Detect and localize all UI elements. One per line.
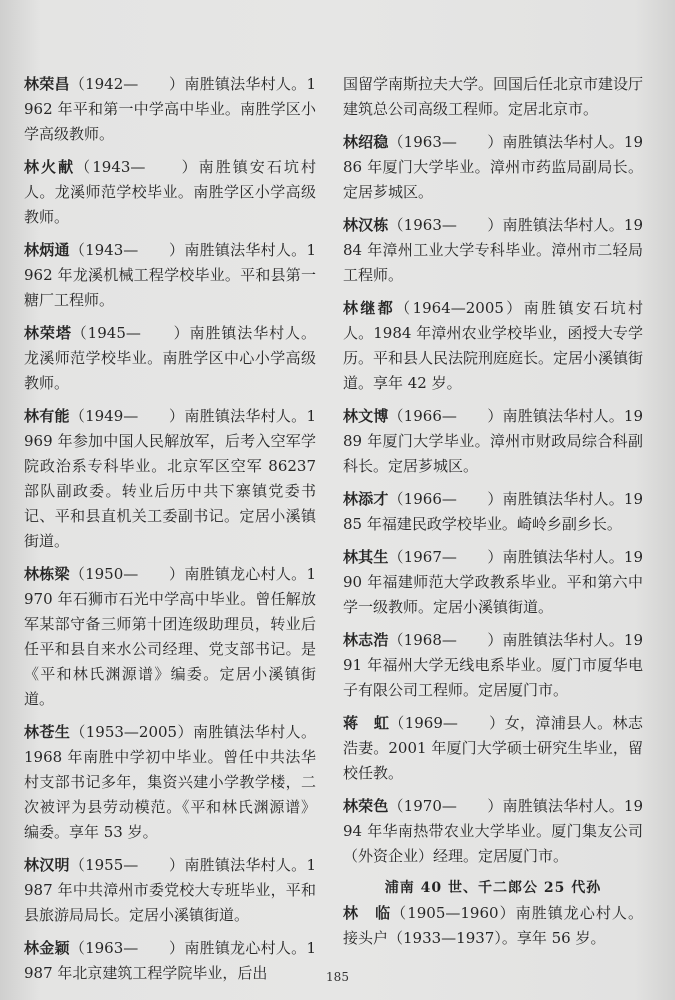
biography-entry [24, 238, 316, 313]
entry-name: 林栋梁 [24, 565, 70, 583]
entry-text: （1953—2005）南胜镇法华村人。1968 年南胜中学初中毕业。曾任中共法华村支部书记多年，集资兴建小学教学楼，二次被评为县劳动模范。《平和林氏渊源谱》编委。享年 53 岁。 [24, 723, 316, 841]
entry-text: （1943— ）南胜镇安石坑村人。龙溪师范学校毕业。南胜学区小学高级教师。 [24, 158, 316, 226]
biography-entry [343, 545, 643, 620]
entry-name: 林汉明 [24, 856, 70, 874]
biography-entry [343, 487, 643, 537]
biography-entry [24, 321, 316, 396]
generation-header: 浦南 40 世、千二郎公 25 代孙 [384, 880, 602, 896]
continuation-text: 国留学南斯拉夫大学。回国后任北京市建设厅建筑总公司高级工程师。定居北京市。 [343, 75, 644, 118]
entry-name: 蒋 虹 [343, 714, 390, 732]
entry-name: 林有能 [24, 407, 70, 425]
entry-text: （1964—2005）南胜镇安石坑村人。1984 年漳州农业学校毕业，函授大专学历。平和县人民法院刑庭庭长。定居小溪镇街道。享年 42 岁。 [343, 299, 644, 392]
entry-text: （1966— ）南胜镇法华村人。1985 年福建民政学校毕业。崎岭乡副乡长。 [343, 490, 643, 533]
entry-text: （1963— ）南胜镇龙心村人。1987 年北京建筑工程学院毕业，后出 [24, 939, 316, 982]
right-column [343, 72, 643, 959]
entry-text: （1945— ）南胜镇法华村人。龙溪师范学校毕业。南胜学区中心小学高级教师。 [24, 324, 316, 392]
entry-text: （1943— ）南胜镇法华村人。1962 年龙溪机械工程学校毕业。平和县第一糖厂工程师。 [24, 241, 316, 309]
entry-text: （1968— ）南胜镇法华村人。1991 年福州大学无线电系毕业。厦门市厦华电子有限公司工程师。定居厦门市。 [343, 631, 643, 699]
entry-name: 林其生 [343, 548, 389, 566]
entry-name: 林绍稳 [343, 133, 389, 151]
biography-entry [24, 155, 316, 230]
biography-entry [343, 404, 643, 479]
biography-entry [24, 562, 316, 712]
entry-text: （1969— ）女，漳浦县人。林志浩妻。2001 年厦门大学硕士研究生毕业，留校任教。 [343, 714, 643, 782]
left-column [24, 72, 316, 994]
biography-entry [343, 794, 643, 869]
page-number: 185 [326, 970, 349, 984]
entry-name: 林荣塔 [24, 324, 72, 342]
entry-text: （1970— ）南胜镇法华村人。1994 年华南热带农业大学毕业。厦门集友公司（外资企业）经理。定居厦门市。 [343, 797, 643, 865]
entry-name: 林 临 [343, 904, 392, 922]
entry-text: （1950— ）南胜镇龙心村人。1970 年石狮市石光中学高中毕业。曾任解放军某部守备三师第十团连级助理员，转业后任平和县自来水公司经理、党支部书记。是《平和林氏渊源谱》编委。定居小溪镇街道。 [24, 565, 316, 708]
entry-text: （1963— ）南胜镇法华村人。1986 年厦门大学毕业。漳州市药监局副局长。定居芗城区。 [343, 133, 643, 201]
entry-text: （1942— ）南胜镇法华村人。1962 年平和第一中学高中毕业。南胜学区小学高级教师。 [24, 75, 316, 143]
entry-name: 林汉栋 [343, 216, 389, 234]
biography-entry [24, 720, 316, 845]
entry-text: （1963— ）南胜镇法华村人。1984 年漳州工业大学专科毕业。漳州市二轻局工程师。 [343, 216, 643, 284]
entry-text: （1955— ）南胜镇法华村人。1987 年中共漳州市委党校大专班毕业，平和县旅游局局长。定居小溪镇街道。 [24, 856, 316, 924]
biography-entry [24, 853, 316, 928]
entry-text: （1967— ）南胜镇法华村人。1990 年福建师范大学政教系毕业。平和第六中学一级教师。定居小溪镇街道。 [343, 548, 643, 616]
entry-name: 林荣昌 [24, 75, 70, 93]
entry-name: 林文博 [343, 407, 389, 425]
entry-name: 林苍生 [24, 723, 71, 741]
entry-text: （1966— ）南胜镇法华村人。1989 年厦门大学毕业。漳州市财政局综合科副科长。定居芗城区。 [343, 407, 643, 475]
biography-entry [343, 130, 643, 205]
entry-name: 林志浩 [343, 631, 389, 649]
entry-name: 林继都 [343, 299, 396, 317]
biography-entry [343, 213, 643, 288]
biography-entry [24, 404, 316, 554]
biography-entry [343, 628, 643, 703]
entry-name: 林炳通 [24, 241, 70, 259]
biography-entry [24, 72, 316, 147]
entry-text: （1949— ）南胜镇法华村人。1969 年参加中国人民解放军，后考入空军学院政治系专科毕业。北京军区空军 86237 部队副政委。转业后历中共下寨镇党委书记、平和县直机关工委副书记。定居小溪镇街道。 [24, 407, 316, 550]
final-entry [343, 901, 643, 951]
entry-name: 林火献 [24, 158, 76, 176]
entry-name: 林添才 [343, 490, 389, 508]
biography-entry [343, 296, 643, 396]
biography-entry [343, 711, 643, 786]
entry-name: 林荣色 [343, 797, 389, 815]
entry-name: 林金颖 [24, 939, 70, 957]
entry-text: （1905—1960）南胜镇龙心村人。接头户（1933—1937）。享年 56 岁。 [343, 904, 643, 947]
